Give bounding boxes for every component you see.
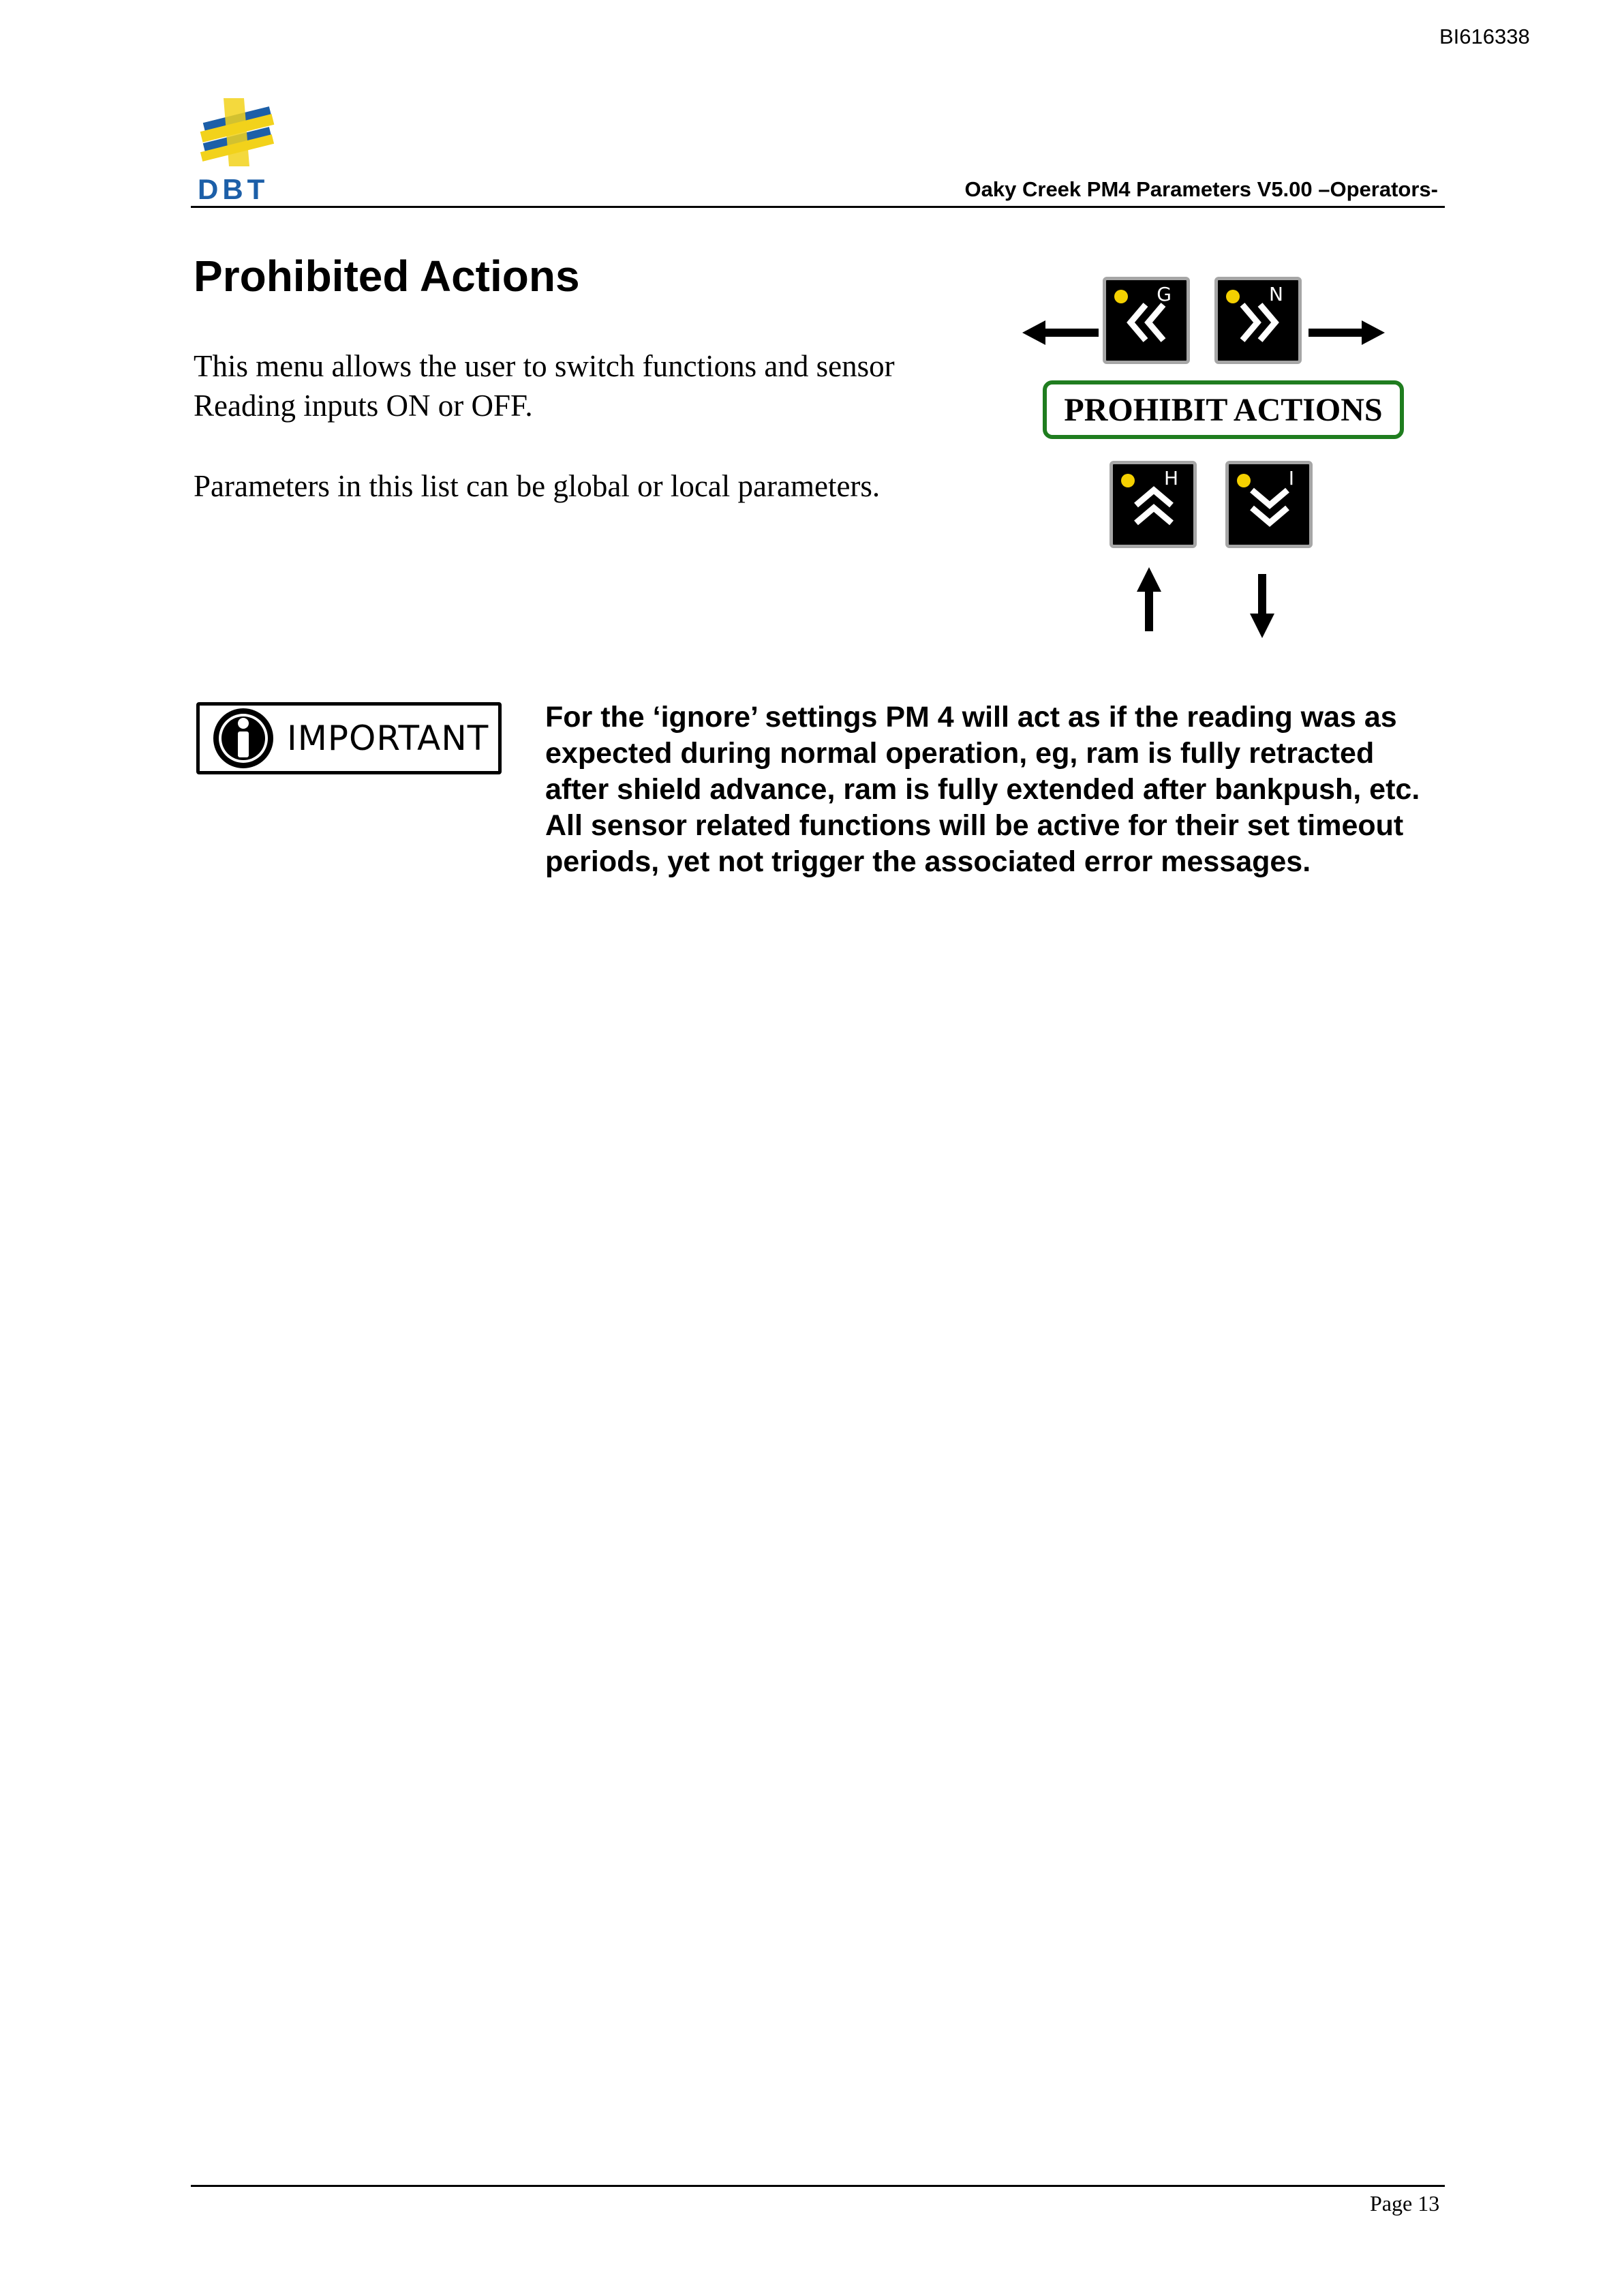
key-letter: H xyxy=(1163,467,1178,489)
footer-divider xyxy=(191,2185,1445,2187)
intro-paragraph: This menu allows the user to switch functions and sensor Reading inputs ON or OFF. xyxy=(194,349,895,423)
page-number: Page 13 xyxy=(1370,2191,1440,2216)
header-title: Oaky Creek PM4 Parameters V5.00 –Operators- xyxy=(964,177,1438,201)
page-title: Prohibited Actions xyxy=(194,252,580,301)
double-chevron-left-icon xyxy=(1122,298,1172,347)
important-label: IMPORTANT xyxy=(287,719,489,758)
dbt-logo xyxy=(196,95,278,205)
double-chevron-down-icon xyxy=(1245,482,1294,531)
double-chevron-right-icon xyxy=(1234,298,1283,347)
important-badge xyxy=(196,702,502,774)
important-note xyxy=(545,699,1445,880)
scope-paragraph: Parameters in this list can be global or local parameters. xyxy=(194,469,881,503)
ignore-settings-paragraph: For the ‘ignore’ settings PM 4 will act as if the reading was as expected during normal operation, eg, ram is fully retracted after shield advance, ram is fully extended after bankpush, etc. xyxy=(545,701,1420,806)
right-key-button[interactable] xyxy=(1214,277,1302,364)
document-code: BI616338 xyxy=(1439,25,1530,48)
dbt-logo-mark-icon xyxy=(196,95,278,170)
arrow-right-icon xyxy=(1309,318,1385,348)
arrow-down-icon xyxy=(1247,574,1277,638)
up-key-button[interactable] xyxy=(1110,461,1197,548)
key-letter: G xyxy=(1157,283,1172,305)
left-key-button[interactable] xyxy=(1103,277,1190,364)
menu-display-box: PROHIBIT ACTIONS xyxy=(1043,380,1404,439)
down-key-button[interactable] xyxy=(1225,461,1313,548)
arrow-left-icon xyxy=(1022,318,1099,348)
arrow-up-icon xyxy=(1134,567,1164,631)
key-letter: N xyxy=(1269,283,1283,305)
logo-text: DBT xyxy=(198,173,269,205)
timeout-paragraph: All sensor related functions will be active for their set timeout periods, yet not trigger the associated error messages. xyxy=(545,809,1404,878)
info-icon xyxy=(212,707,275,770)
double-chevron-up-icon xyxy=(1129,482,1178,531)
header-divider xyxy=(191,206,1445,208)
key-letter: I xyxy=(1288,467,1294,489)
